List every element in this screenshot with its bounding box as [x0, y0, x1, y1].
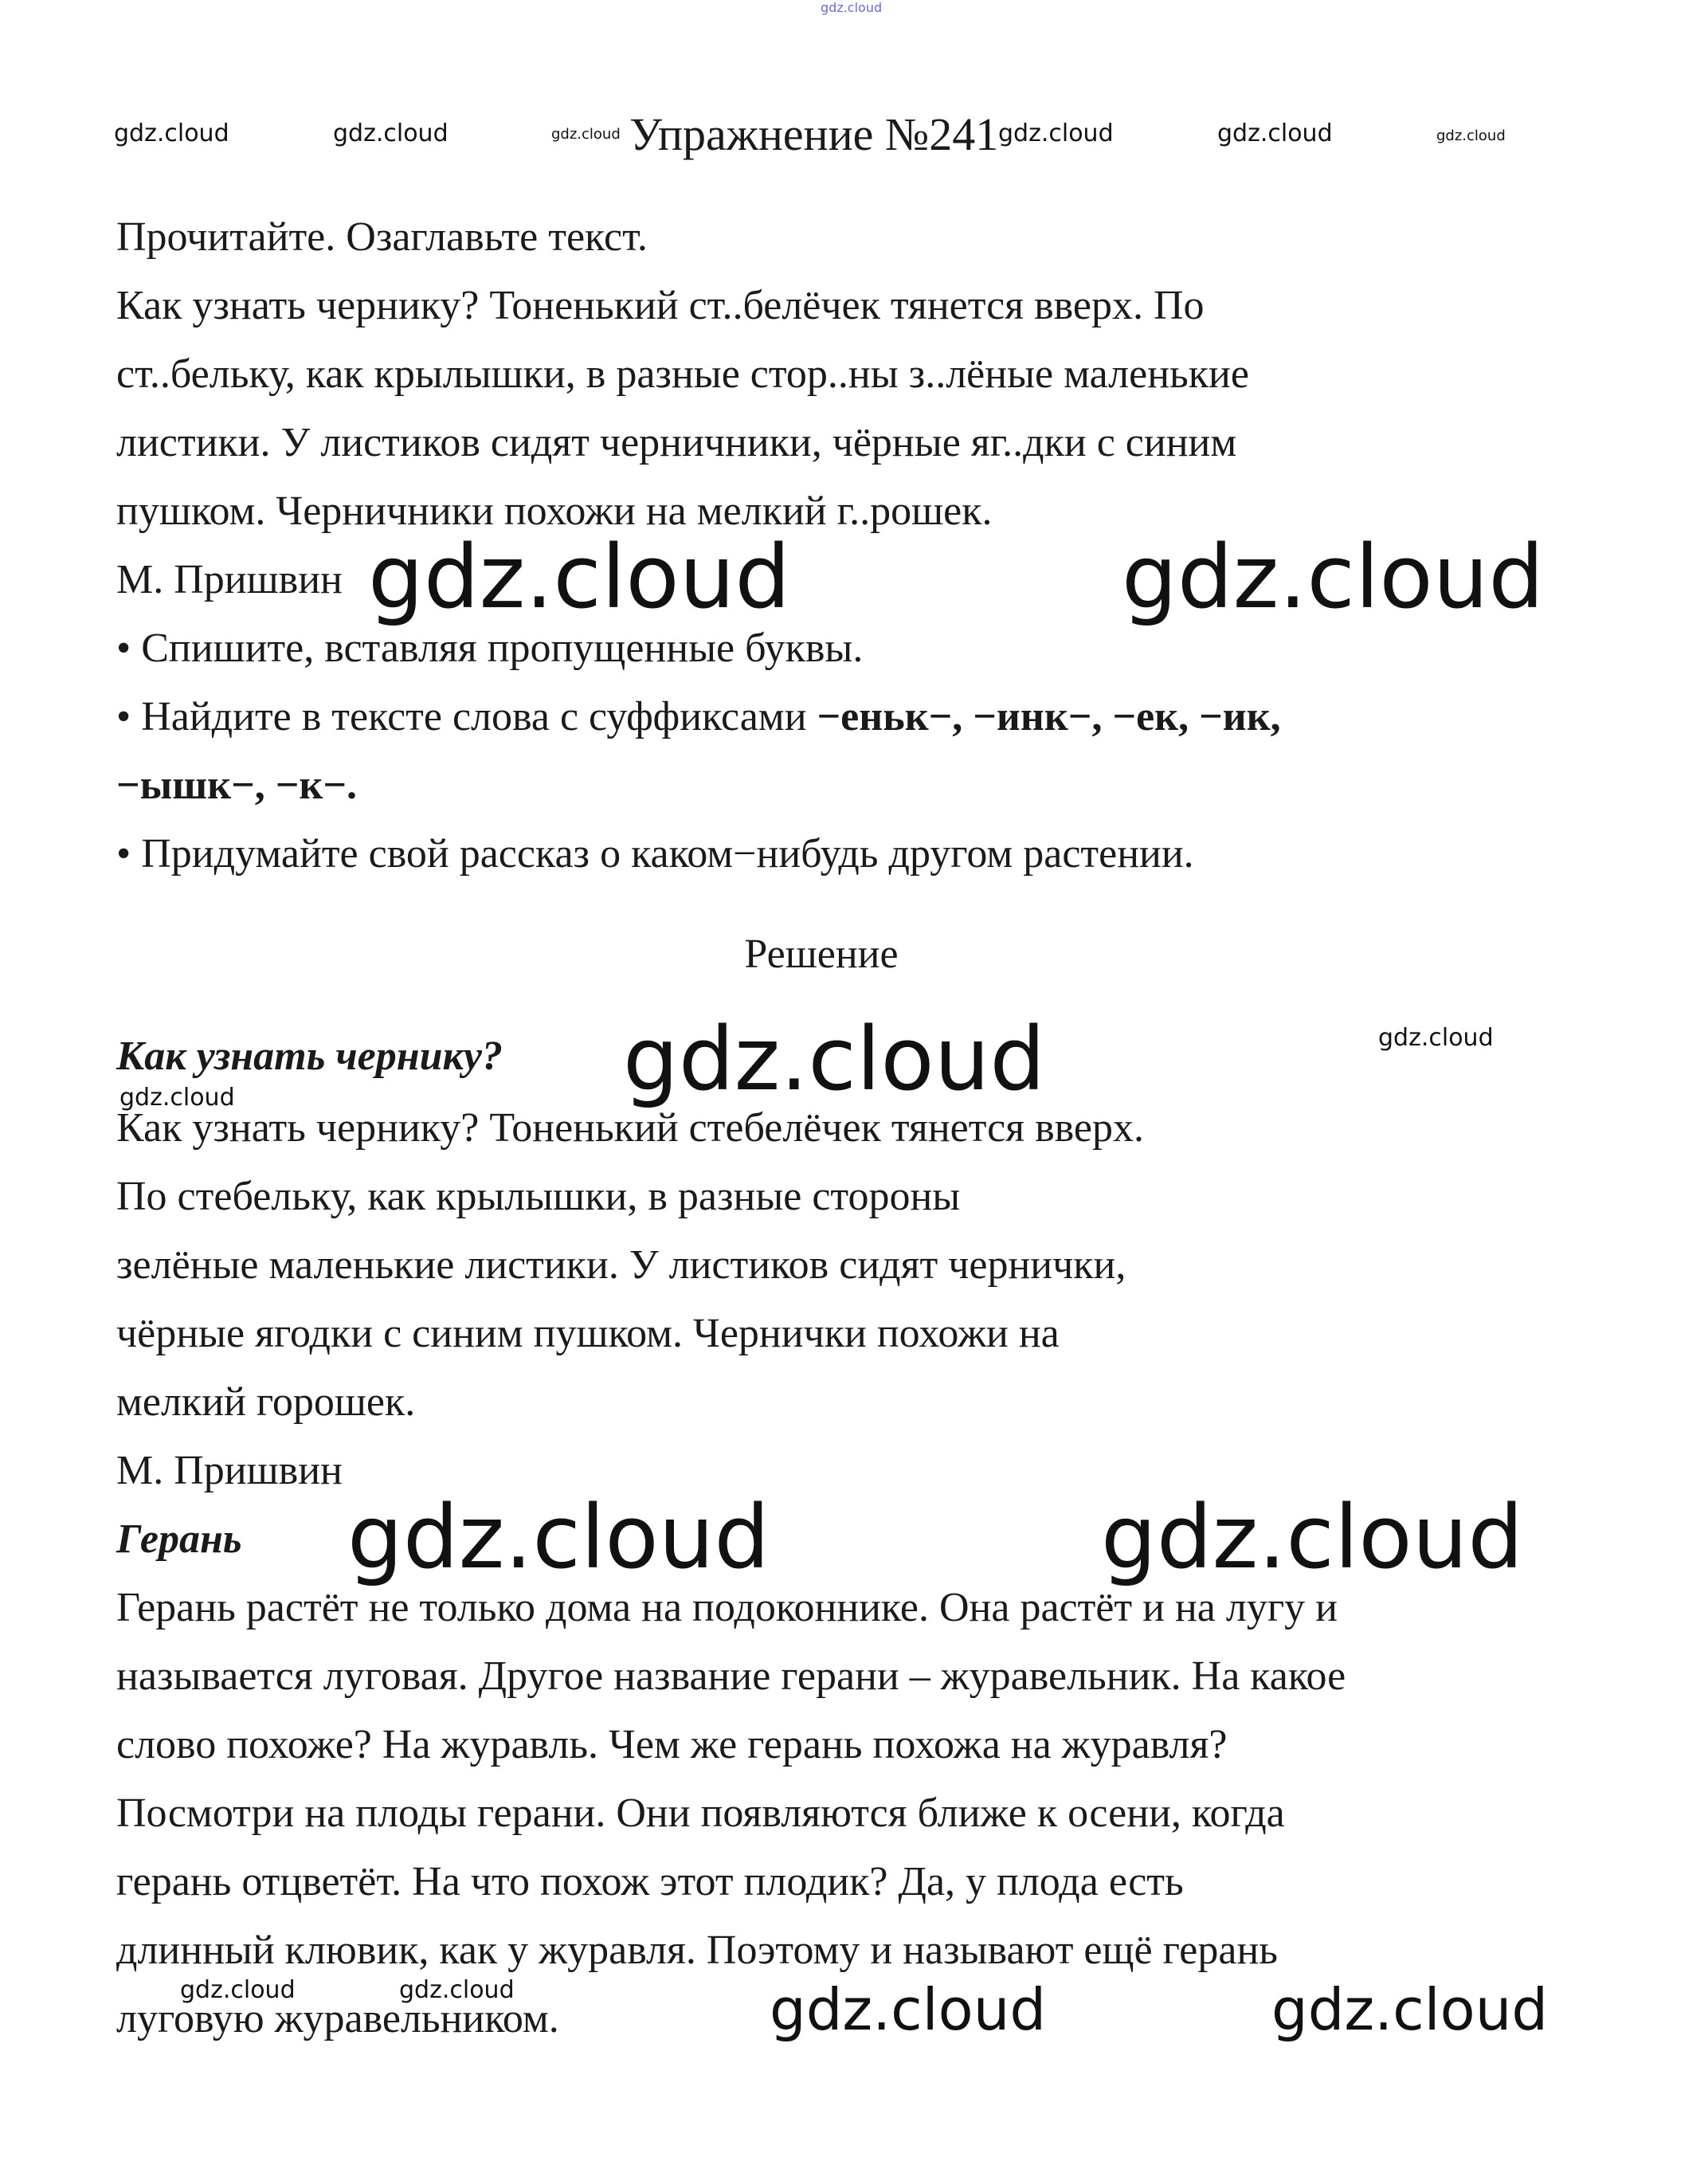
solution-heading: Решение — [744, 931, 899, 977]
task-bullet: • Придумайте свой рассказ о каком−нибудь другом растении. — [116, 831, 1194, 877]
solution-text-line: луговую журавельником. — [116, 1996, 559, 2041]
watermark: gdz.cloud — [1217, 120, 1333, 147]
solution-text-line: Посмотри на плоды герани. Они появляются ближе к осени, когда — [116, 1790, 1285, 1836]
solution-author: М. Пришвин — [116, 1448, 343, 1493]
solution-part2-title: Герань — [116, 1516, 242, 1562]
watermark: gdz.cloud — [347, 1486, 770, 1588]
watermark: gdz.cloud — [333, 120, 449, 147]
task-bullet — [116, 696, 1281, 738]
suffix-list-continued: −ышк−, −к−. — [116, 763, 357, 808]
watermark: gdz.cloud — [623, 1008, 1046, 1110]
watermark: gdz.cloud — [180, 1976, 296, 2004]
task-instruction: Прочитайте. Озаглавьте текст. — [116, 214, 648, 260]
solution-text-line: зелёные маленькие листики. У листиков сидят чернички, — [116, 1242, 1126, 1288]
solution-text-line: Герань растёт не только дома на подоконнике. Она растёт и на лугу и — [116, 1585, 1338, 1630]
solution-text-line: чёрные ягодки с синим пушком. Чернички похожи на — [116, 1311, 1060, 1356]
watermark: gdz.cloud — [399, 1976, 515, 2004]
task-bullet-text: • Найдите в тексте слова с суффиксами — [116, 694, 817, 739]
task-bullet: • Спишите, вставляя пропущенные буквы. — [116, 626, 864, 671]
exercise-title: Упражнение №241 — [629, 108, 999, 160]
watermark: gdz.cloud — [1378, 1024, 1494, 1052]
watermark: gdz.cloud — [998, 120, 1114, 147]
solution-text-line: мелкий горошек. — [116, 1379, 416, 1425]
watermark: gdz.cloud — [1101, 1486, 1524, 1588]
solution-text-line: слово похоже? На журавль. Чем же герань похожа на журавля? — [116, 1722, 1228, 1767]
task-text-line: ст..бельку, как крылышки, в разные стор..ны з..лёные маленькие — [116, 351, 1249, 397]
solution-text-line: называется луговая. Другое название герани – журавельник. На какое — [116, 1653, 1346, 1699]
task-text-line: листики. У листиков сидят черничники, чёрные яг..дки с синим — [116, 420, 1237, 465]
solution-text-line: герань отцветёт. На что похож этот плодик? Да, у плода есть — [116, 1859, 1184, 1904]
watermark: gdz.cloud — [119, 1084, 235, 1112]
watermark: gdz.cloud — [551, 126, 621, 143]
watermark: gdz.cloud — [1436, 127, 1506, 144]
watermark: gdz.cloud — [368, 526, 791, 628]
watermark: gdz.cloud — [1271, 1976, 1549, 2043]
task-author: М. Пришвин — [116, 557, 343, 602]
solution-text-line: Как узнать чернику? Тоненький стебелёчек тянется вверх. — [116, 1105, 1144, 1151]
suffix-list: −еньк−, −инк−, −ек, −ик, — [817, 694, 1281, 739]
solution-text-line: длинный клювик, как у журавля. Поэтому и называют ещё герань — [116, 1928, 1278, 1973]
watermark: gdz.cloud — [1122, 526, 1545, 628]
solution-part1-title: Как узнать чернику? — [116, 1033, 503, 1079]
solution-text-line: По стебельку, как крылышки, в разные стороны — [116, 1174, 961, 1219]
task-text-line: пушком. Черничники похожи на мелкий г..рошек. — [116, 488, 993, 534]
watermark: gdz.cloud — [821, 0, 883, 15]
watermark: gdz.cloud — [770, 1976, 1047, 2043]
task-text-line: Как узнать чернику? Тоненький ст..белёчек тянется вверх. По — [116, 283, 1205, 328]
watermark: gdz.cloud — [114, 120, 229, 147]
